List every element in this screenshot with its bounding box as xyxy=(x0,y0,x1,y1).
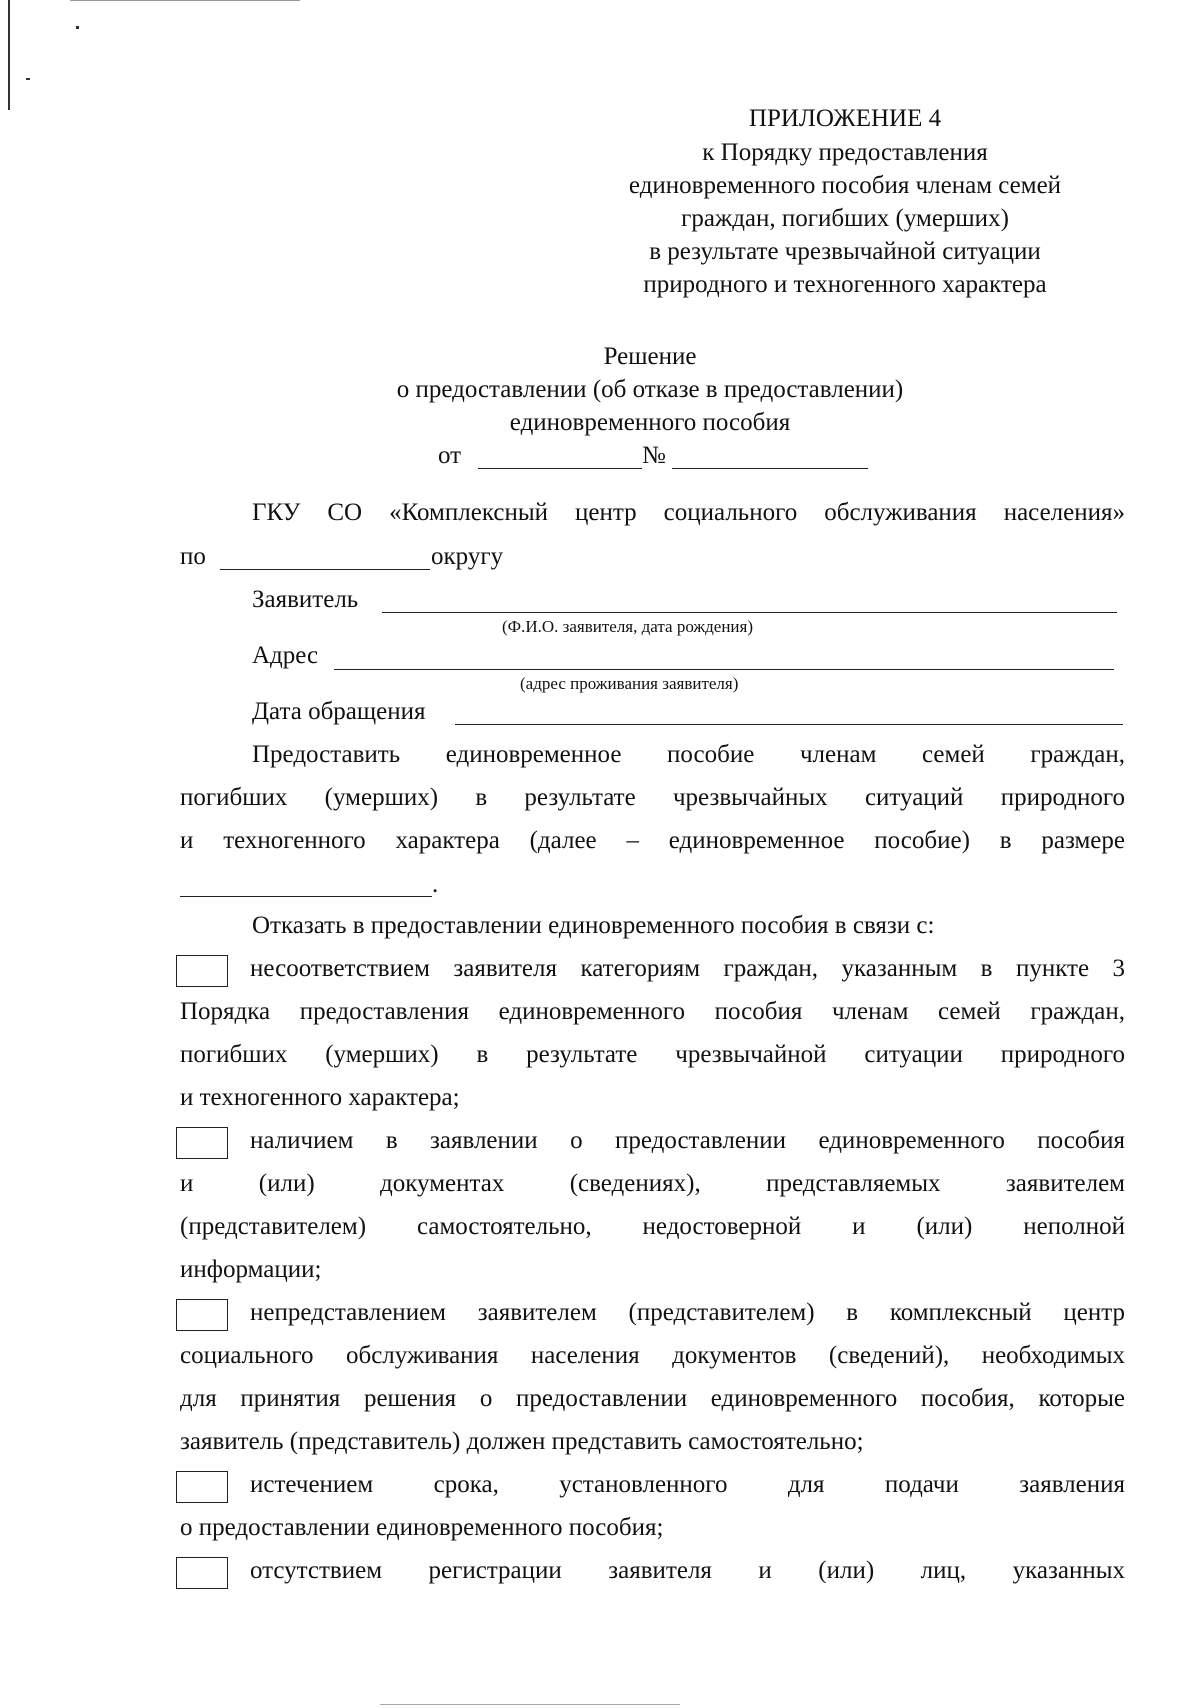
reason-checkbox[interactable] xyxy=(176,1471,228,1503)
reason-text: непредставлением заявителем (представителем) в комплексный центр xyxy=(250,1299,1125,1326)
number-blank xyxy=(672,468,868,469)
appendix-line: граждан, погибших (умерших) xyxy=(681,205,1009,232)
reason-text: заявитель (представитель) должен представить самостоятельно; xyxy=(180,1428,864,1455)
reason-checkbox[interactable] xyxy=(176,1127,228,1159)
appendix-number: ПРИЛОЖЕНИЕ 4 xyxy=(748,105,942,132)
decision-title xyxy=(300,340,1000,439)
reason-checkbox[interactable] xyxy=(176,955,228,987)
number-label: № xyxy=(642,442,666,469)
appendix-line: природного и техногенного характера xyxy=(643,271,1047,298)
reason-text: отсутствием регистрации заявителя и (или) лиц, указанных xyxy=(250,1557,1125,1584)
reason-text: и техногенного характера; xyxy=(180,1084,460,1111)
date-blank xyxy=(478,468,642,469)
refusal-intro: Отказать в предоставлении единовременного пособия в связи с: xyxy=(252,912,935,939)
reason-text: несоответствием заявителя категориям граждан, указанным в пункте 3 xyxy=(250,955,1125,982)
appendix-line: в результате чрезвычайной ситуации xyxy=(649,238,1041,265)
decision-title-line: Решение xyxy=(603,343,697,370)
grant-line-1: Предоставить единовременное пособие членам семей граждан, xyxy=(252,741,1125,768)
reason-checkbox[interactable] xyxy=(176,1299,228,1331)
application-date-label: Дата обращения xyxy=(252,698,426,725)
amount-blank[interactable] xyxy=(180,896,432,897)
reason-text: социального обслуживания населения документов (сведений), необходимых xyxy=(180,1342,1125,1369)
district-blank xyxy=(220,569,430,570)
reason-checkbox[interactable] xyxy=(176,1557,228,1589)
scan-top-line xyxy=(70,0,300,1)
scan-edge-line xyxy=(8,0,10,110)
scan-dot xyxy=(26,78,30,80)
from-label: от xyxy=(438,442,462,469)
address-caption: (адрес проживания заявителя) xyxy=(520,674,739,693)
reason-text: для принятия решения о предоставлении единовременного пособия, которые xyxy=(180,1385,1125,1412)
applicant-label: Заявитель xyxy=(252,586,359,613)
scan-bottom-line xyxy=(380,1704,680,1705)
district-prefix: по xyxy=(180,543,206,570)
district-suffix: округу xyxy=(431,543,504,570)
reason-text: наличием в заявлении о предоставлении единовременного пособия xyxy=(250,1127,1125,1154)
decision-title-line: единовременного пособия xyxy=(509,409,791,436)
application-date-field[interactable] xyxy=(455,724,1123,725)
reason-text: Порядка предоставления единовременного пособия членам семей граждан, xyxy=(180,998,1125,1025)
amount-period: . xyxy=(432,871,439,898)
reason-text: о предоставлении единовременного пособия; xyxy=(180,1514,664,1541)
scan-dot xyxy=(76,26,79,29)
reason-text: погибших (умерших) в результате чрезвычайной ситуации природного xyxy=(180,1041,1125,1068)
reason-text: и (или) документах (сведениях), представляемых заявителем xyxy=(180,1170,1125,1197)
organization-name: ГКУ СО «Комплексный центр социального обслуживания населения» xyxy=(252,499,1125,526)
reason-text: информации; xyxy=(180,1256,322,1283)
appendix-header xyxy=(560,102,1130,301)
reason-text: истечением срока, установленного для подачи заявления xyxy=(250,1471,1125,1498)
grant-line-3: и техногенного характера (далее – единовременное пособие) в размере xyxy=(180,827,1125,854)
address-field[interactable] xyxy=(334,669,1114,670)
reason-text: (представителем) самостоятельно, недостоверной и (или) неполной xyxy=(180,1213,1125,1240)
appendix-line: единовременного пособия членам семей xyxy=(628,172,1062,199)
appendix-line: к Порядку предоставления xyxy=(702,139,988,166)
grant-line-2: погибших (умерших) в результате чрезвычайных ситуаций природного xyxy=(180,784,1125,811)
address-label: Адрес xyxy=(252,642,319,669)
applicant-caption: (Ф.И.О. заявителя, дата рождения) xyxy=(502,617,754,636)
applicant-field[interactable] xyxy=(382,612,1117,613)
decision-title-line: о предоставлении (об отказе в предоставлении) xyxy=(396,376,904,403)
